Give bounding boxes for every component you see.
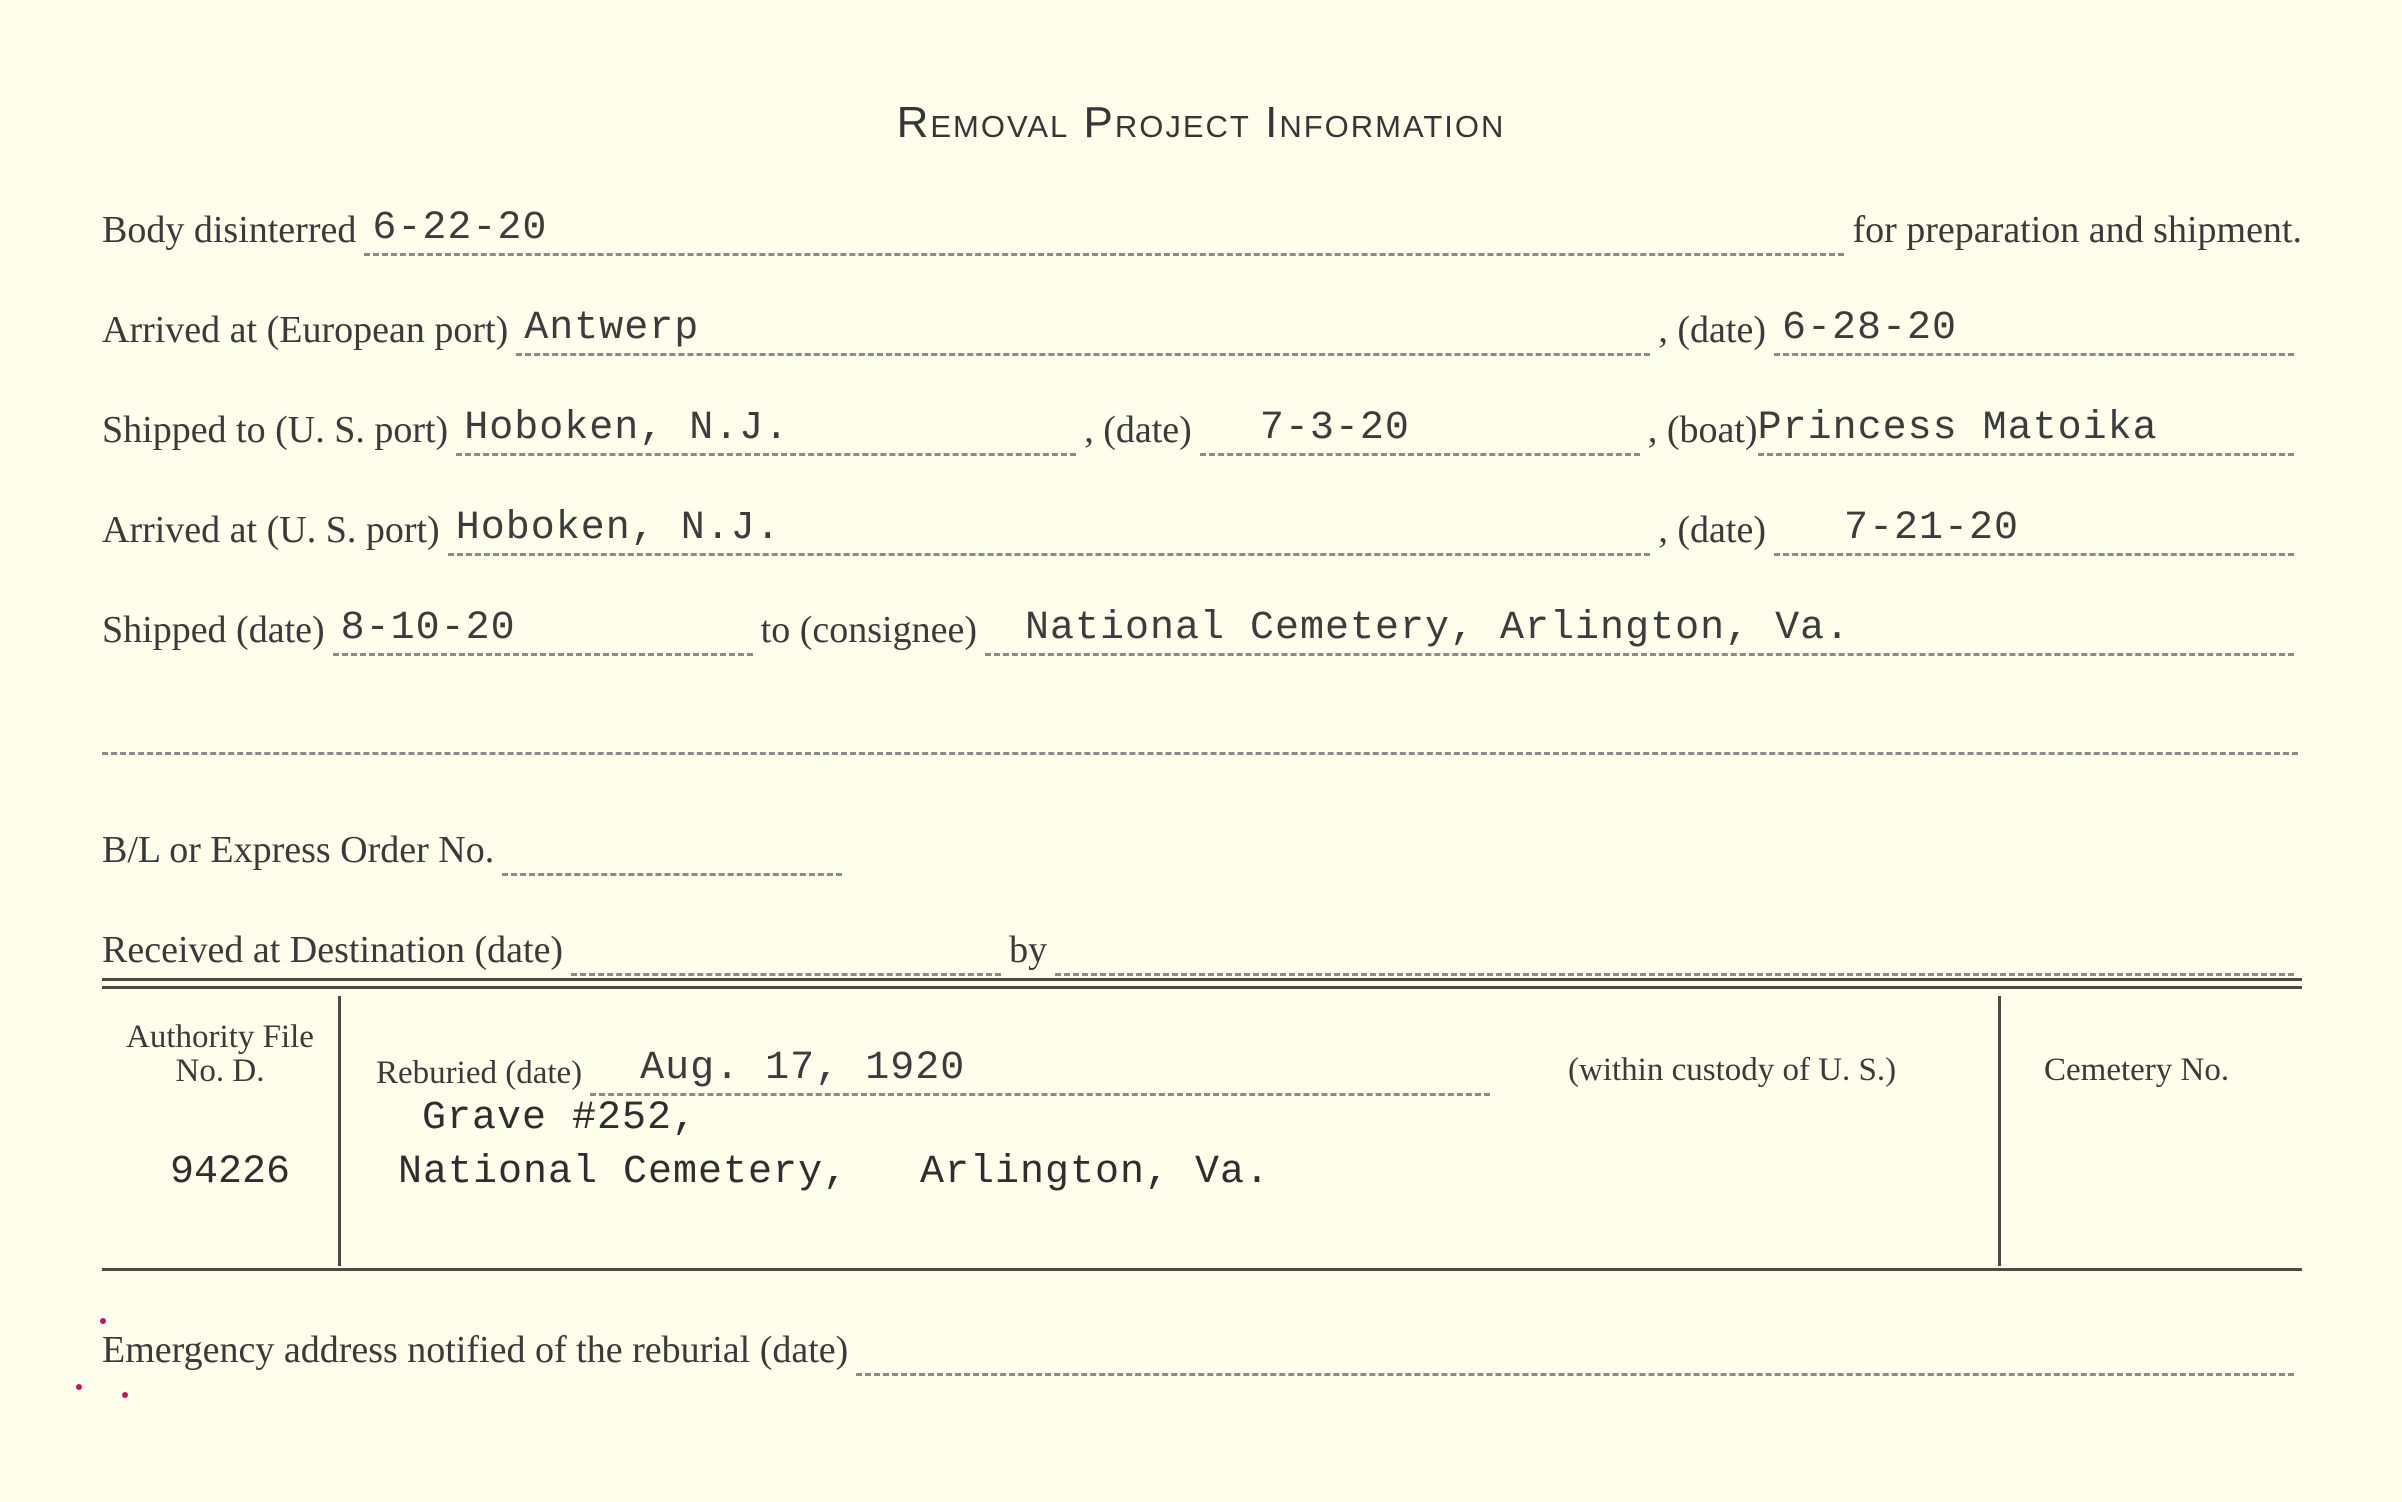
- divider-left: [338, 996, 341, 1266]
- row-disinterred: [102, 196, 2302, 256]
- shipped-us-boat-value: Princess Matoika: [1757, 406, 2158, 451]
- row-emergency-address: [102, 1316, 2302, 1376]
- ink-speck: [122, 1392, 128, 1398]
- rule-top-1: [102, 978, 2302, 981]
- emergency-label: Emergency address notified of the reburial (date): [102, 1329, 849, 1371]
- consignee-value: National Cemetery, Arlington, Va.: [1024, 606, 1851, 651]
- received-by-label: by: [1009, 929, 1048, 971]
- arrived-us-date-field: [1774, 503, 2294, 556]
- shipped-us-port-value: Hoboken, N.J.: [464, 406, 790, 451]
- shipped-date-label: Shipped (date): [102, 609, 325, 651]
- burial-place-cemetery: National Cemetery,: [398, 1150, 849, 1195]
- disinterred-label: Body disinterred: [102, 209, 357, 251]
- shipped-us-date-field: [1200, 403, 1640, 456]
- arrived-us-date-label: , (date): [1658, 509, 1766, 551]
- reburied-label: Reburied (date): [376, 1055, 583, 1091]
- shipped-us-boat-field: [1758, 403, 2294, 456]
- shipped-us-label: Shipped to (U. S. port): [102, 409, 449, 451]
- arrived-eu-date-field: [1774, 303, 2294, 356]
- shipped-us-date-label: , (date): [1084, 409, 1192, 451]
- arrived-eu-port-field: [516, 303, 1650, 356]
- bl-field: [502, 823, 842, 876]
- consignee-label: to (consignee): [760, 609, 977, 651]
- disinterred-value: 6-22-20: [372, 206, 548, 251]
- row-arrived-european-port: [102, 296, 2302, 356]
- ink-speck: [76, 1384, 82, 1390]
- burial-place-location: Arlington, Va.: [920, 1150, 1271, 1195]
- cemetery-no-label: Cemetery No.: [2044, 1052, 2230, 1088]
- rule-bottom: [102, 1268, 2302, 1271]
- arrived-eu-port-value: Antwerp: [524, 306, 700, 351]
- reburied-date-value: Aug. 17, 1920: [640, 1046, 966, 1091]
- shipped-us-port-field: [456, 403, 1076, 456]
- authority-file-number: 94226: [170, 1150, 291, 1195]
- blank-dashed-line: [102, 752, 2298, 755]
- divider-right: [1998, 996, 2001, 1266]
- arrived-eu-label: Arrived at (European port): [102, 309, 509, 351]
- grave-number: Grave #252,: [422, 1096, 698, 1141]
- authority-label: Authority File No. D.: [126, 1019, 314, 1089]
- shipped-us-boat-label: , (boat): [1647, 409, 1758, 451]
- rule-top-2: [102, 986, 2302, 989]
- row-shipped-us-port: [102, 396, 2302, 456]
- emergency-date-field: [856, 1323, 2294, 1376]
- received-date-field: [571, 923, 1001, 976]
- page-title: Removal Project Information: [896, 98, 1506, 147]
- disinterred-field: [364, 203, 1844, 256]
- reburied-date-field: [590, 1043, 1490, 1096]
- custody-label: (within custody of U. S.): [1568, 1052, 1897, 1088]
- arrived-us-port-value: Hoboken, N.J.: [455, 506, 781, 551]
- arrived-us-date-value: 7-21-20: [1844, 506, 2020, 551]
- received-by-field: [1055, 923, 2294, 976]
- disinterred-suffix: for preparation and shipment.: [1852, 209, 2302, 251]
- row-arrived-us-port: [102, 496, 2302, 556]
- shipped-date-value: 8-10-20: [340, 606, 516, 651]
- row-shipped-consignee: [102, 596, 2302, 656]
- arrived-eu-date-value: 6-28-20: [1782, 306, 1958, 351]
- shipped-us-date-value: 7-3-20: [1259, 406, 1410, 451]
- consignee-field: [985, 603, 2294, 656]
- row-received-destination: [102, 916, 2302, 976]
- shipped-date-field: [333, 603, 753, 656]
- row-bl-order: [102, 816, 2302, 876]
- ink-speck: [100, 1318, 106, 1324]
- received-label: Received at Destination (date): [102, 929, 564, 971]
- bl-label: B/L or Express Order No.: [102, 829, 495, 871]
- arrived-us-label: Arrived at (U. S. port): [102, 509, 440, 551]
- arrived-eu-date-label: , (date): [1658, 309, 1766, 351]
- arrived-us-port-field: [448, 503, 1651, 556]
